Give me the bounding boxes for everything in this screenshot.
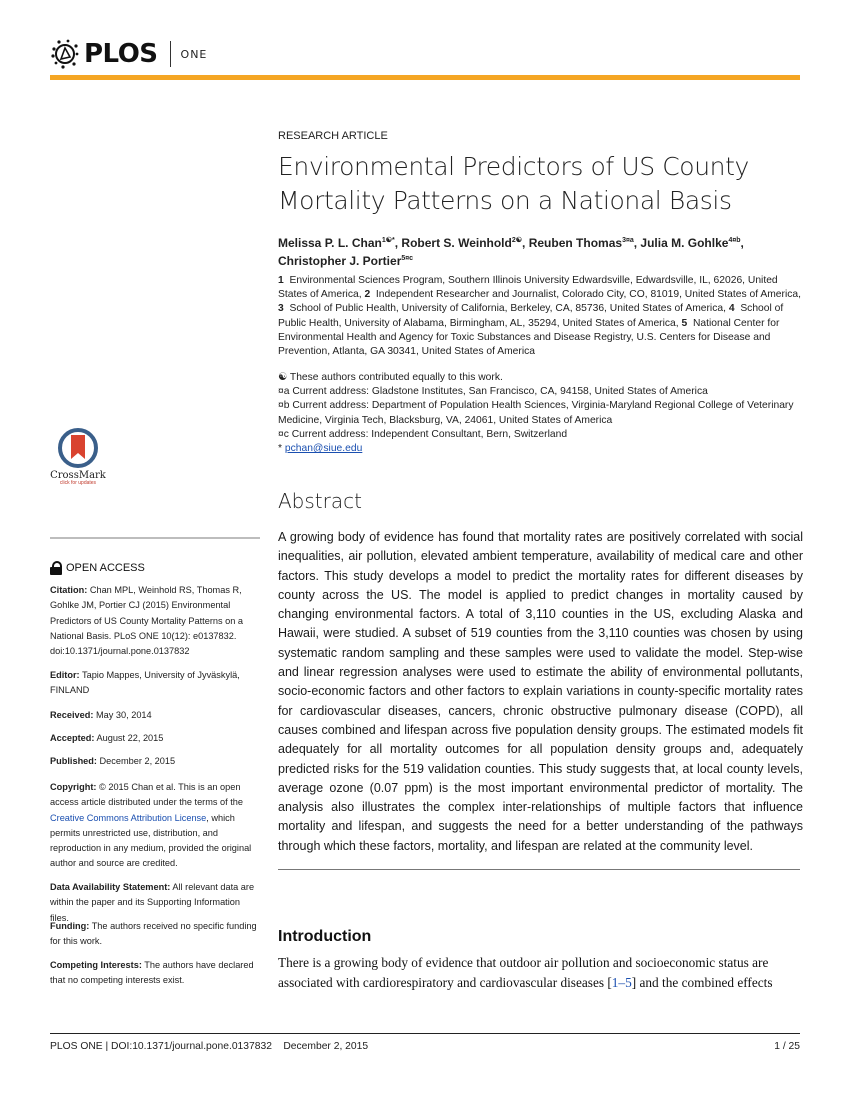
author-notes — [278, 371, 808, 456]
introduction-heading: Introduction — [278, 928, 372, 945]
address-note-a: ¤a Current address: Gladstone Institutes, San Francisco, CA, 94158, United States of America — [278, 386, 708, 398]
introduction-text: There is a growing body of evidence that outdoor air pollution and socioeconomic status are associated with cardiorespiratory and cardiovascular diseases [1–5] and the combined effects — [278, 955, 773, 990]
open-access-label: OPEN ACCESS — [50, 561, 145, 575]
article-type: RESEARCH ARTICLE — [278, 130, 388, 142]
affiliations: 1 Environmental Sciences Program, Southern Illinois University Edwardsville, Edwardsville, IL, 62026, United States of America, 2 Independent Researcher and Journalist, Colorado City, CO, 81019, United States of America, 3 School of Public Health, University of California, Berkeley, CA, 85736, United States of America, 4 School of Public Health, University of Alabama, Birmingham, AL, 35294, United States of America, 5 National Center for Environmental Health and Agency for Toxic Substances and Disease Registry, U.S. Centers for Disease and Prevention, Atlanta, GA 30341, United States of America — [278, 275, 801, 358]
abstract-divider — [278, 869, 800, 870]
author[interactable]: Melissa P. L. Chan$^{1☯*}$ — [278, 236, 395, 250]
accepted-date: Accepted: August 22, 2015 — [50, 733, 164, 743]
author[interactable]: Christopher J. Portier$^{5¤c}$ — [278, 254, 414, 268]
email-link[interactable]: pchan@siue.edu — [284, 443, 363, 455]
abstract-heading: Abstract — [278, 489, 362, 513]
abstract-text: A growing body of evidence has found that mortality rates are positively correlated with social inequalities, air pollution, elevated ambient temperature, availability of medical care and other factors. This study develops a model to predict the mortality rates for different diseases by county across the US. The model is applied to predict changes in mortality caused by changing environmental factors. A total of 3,110 counties in the US, excluding Alaska and Hawaii, were studied. A subset of 519 counties from the 3,110 counties was chosen by using systematic random sampling and these samples were used to validate the model. Step-wise and linear regression analyses were used to estimate the ability of environmental pollutants, socio-economic factors and other factors to explain variations in county-specific mortality rates for cardiovascular diseases, cancers, chronic obstructive pulmonary disease (COPD), all causes combined and lifespan across five population density groups. The estimated models fit adequately for all mortality outcomes for all population density groups and, adequately predicted risks for the 519 validation counties. This study suggests that, at local county levels, average ozone (0.07 ppm) is the most important environmental predictor of mortality. The analysis also illustrates the complex inter-relationships of multiple factors that influence mortality and lifespan, and suggests the need for a better understanding of the pathways through which these factors, mortality, and lifespan are related at the community level. — [278, 530, 803, 853]
funding: Funding: The authors received no specific funding for this work. — [50, 921, 257, 947]
address-note-c: ¤c Current address: Independent Consultant, Bern, Switzerland — [278, 428, 568, 440]
logo-sub: ONE — [180, 47, 208, 61]
competing-interests: Competing Interests: The authors have declared that no competing interests exist. — [50, 960, 254, 986]
page-number: 1 / 25 — [774, 1041, 800, 1052]
published-date: Published: December 2, 2015 — [50, 756, 176, 766]
author[interactable]: Julia M. Gohlke$^{4¤b}$ — [640, 236, 741, 250]
crossmark-icon — [58, 428, 98, 468]
copyright: Copyright: © 2015 Chan et al. This is an open access article distributed under the terms of the Creative Commons Attribution License, which permits unrestricted use, distribution, and reproduction in any medium, provided the original author and source are credited. — [50, 782, 252, 869]
plos-globe-icon — [50, 39, 80, 69]
data-availability: Data Availability Statement: All relevant data are within the paper and its Supporting Information files. — [50, 882, 255, 923]
author[interactable]: Reuben Thomas$^{3¤a}$ — [528, 236, 634, 250]
crossmark-badge[interactable]: CrossMark click for updates — [48, 428, 108, 486]
author-list: Melissa P. L. Chan$^{1☯*}$, Robert S. Weinhold$^{2☯}$, Reuben Thomas$^{3¤a}$, Julia M. Gohlke$^{4¤b}$, Christopher J. Portier$^{5¤c}$ — [278, 236, 744, 268]
unlocked-padlock-icon — [50, 561, 62, 575]
sidebar-divider — [50, 537, 260, 539]
author[interactable]: Robert S. Weinhold$^{2☯}$ — [401, 236, 523, 250]
address-note-b: ¤b Current address: Department of Population Health Sciences, Virginia-Maryland Regional College of Veterinary Medicine, Virginia Tech, Blacksburg, VA, 24061, United States of America — [278, 400, 794, 426]
logo-text: PLOS — [84, 39, 158, 69]
citation: Citation: Chan MPL, Weinhold RS, Thomas R, Gohlke JM, Portier CJ (2015) Environmental Predictors of US County Mortality Patterns on a National Basis. PLoS ONE 10(12): e0137832. doi:10.1371/journal.pone.0137832 — [50, 585, 244, 657]
plos-one-logo — [50, 38, 207, 70]
corresponding-email: * pchan@siue.edu — [278, 443, 363, 455]
header-accent-bar — [50, 75, 800, 80]
received-date: Received: May 30, 2014 — [50, 710, 152, 720]
footer-citation: PLOS ONE | DOI:10.1371/journal.pone.0137832 December 2, 2015 — [50, 1041, 369, 1052]
cc-license-link[interactable]: Creative Commons Attribution License — [50, 812, 207, 823]
editor: Editor: Tapio Mappes, University of Jyväskylä, FINLAND — [50, 670, 240, 696]
reference-link[interactable]: 1–5 — [611, 974, 632, 990]
article-title: Environmental Predictors of US County Mortality Patterns on a National Basis — [278, 152, 749, 215]
footer-divider — [50, 1033, 800, 1034]
logo-divider — [170, 41, 171, 67]
equal-contribution-note: ☯ These authors contributed equally to this work. — [278, 372, 503, 383]
